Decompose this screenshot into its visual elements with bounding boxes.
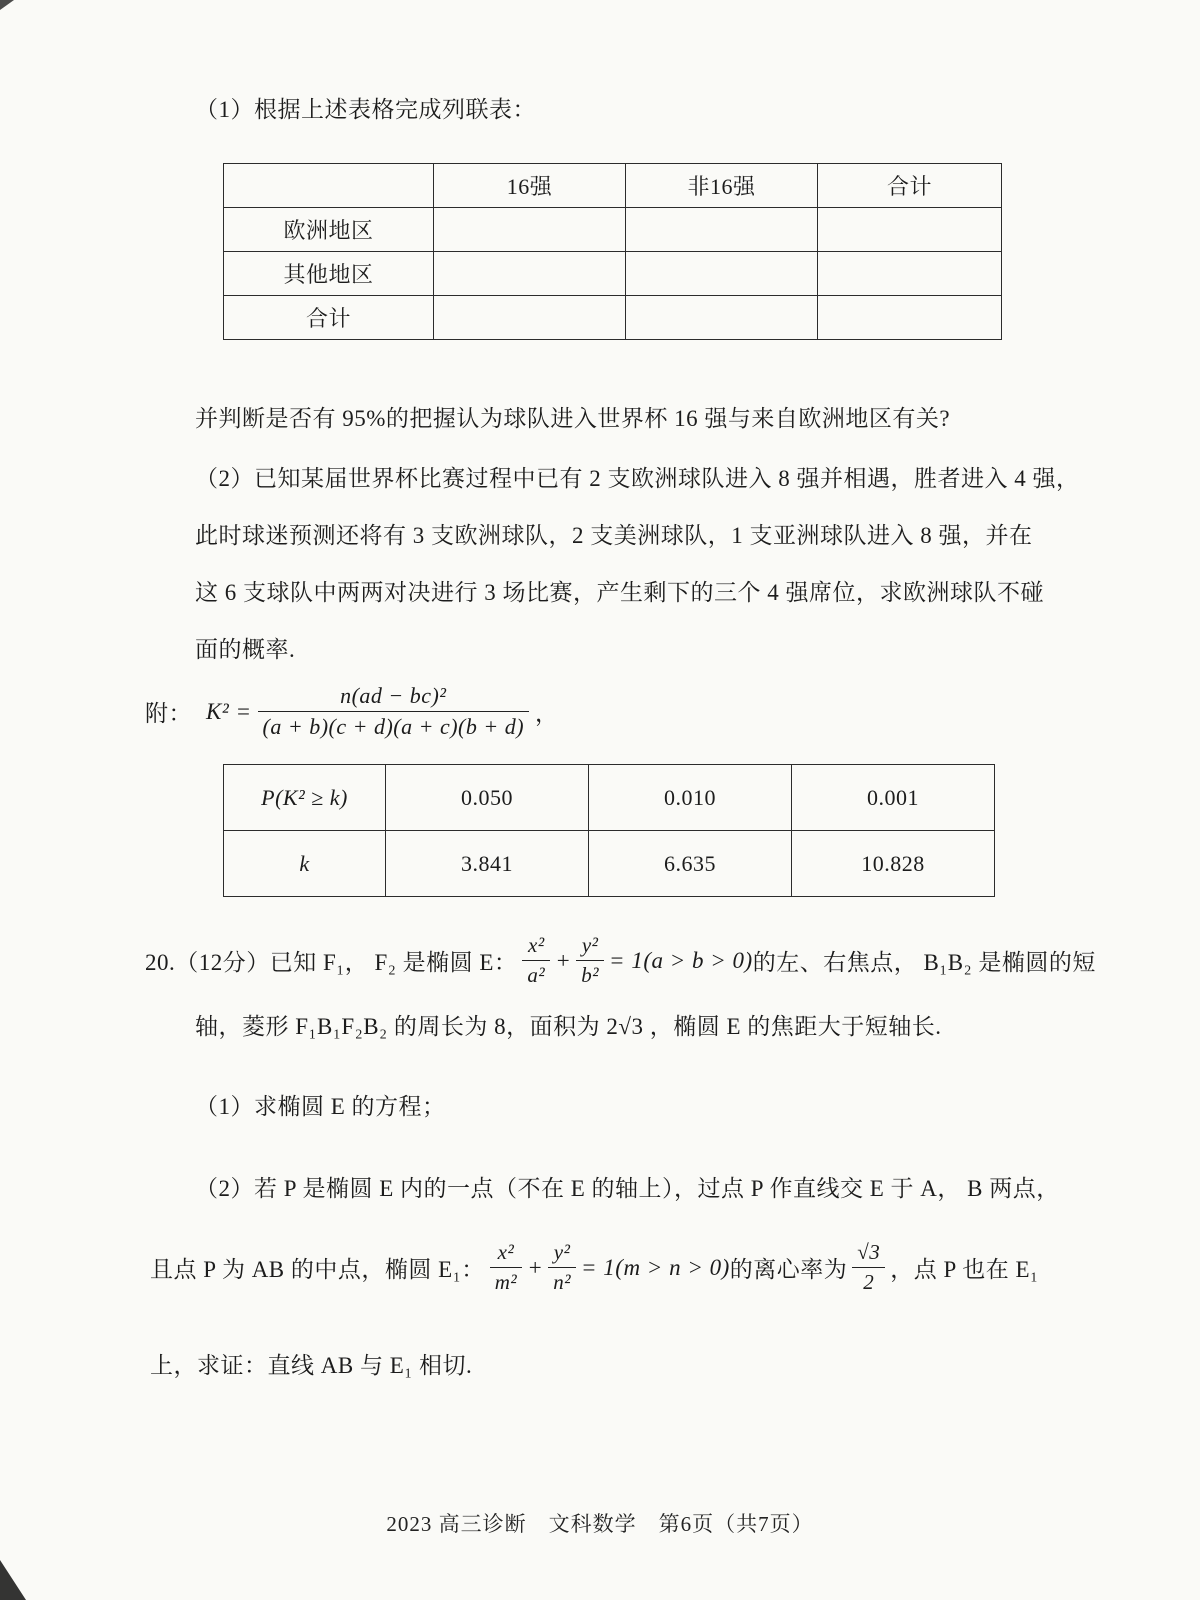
table-cell-empty (626, 208, 818, 252)
table-cell-empty (434, 296, 626, 340)
fraction-numerator: y² (548, 1240, 576, 1268)
fraction-denominator: (a + b)(c + d)(a + c)(b + d) (262, 714, 525, 739)
fraction-denominator: a² (527, 963, 546, 987)
equation-operator: + (527, 1254, 544, 1280)
q20-stem-text: 的左、右焦点， B₁B₂ 是椭圆的短 (752, 950, 1096, 975)
table-cell-empty (434, 252, 626, 296)
q20-subquestion-2-line1: （2）若 P 是椭圆 E 内的一点（不在 E 的轴上），过点 P 作直线交 E 于 A， B 两点， (195, 1176, 1060, 1201)
critical-value-table (223, 764, 995, 897)
ellipse-equation-fraction (522, 933, 550, 988)
ellipse-equation-fraction (548, 1240, 576, 1295)
q20-subquestion-2-line2 (150, 1240, 1120, 1295)
k-table-value: 6.635 (589, 831, 792, 897)
equation-operator: + (555, 947, 572, 973)
q19-part2-line: 面的概率. (195, 637, 296, 662)
q20-subquestion-2-line3: 上，求证：直线 AB 与 E₁ 相切. (150, 1353, 473, 1378)
column-header: 非16强 (626, 164, 818, 208)
fraction-numerator: n(ad − bc)² (258, 683, 530, 712)
contingency-table (223, 163, 1002, 340)
q19-part2-line: （2）已知某届世界杯比赛过程中已有 2 支欧洲球队进入 8 强并相遇，胜者进入 4 强， (195, 466, 1080, 491)
table-row (224, 765, 995, 831)
table-cell-empty (626, 296, 818, 340)
fraction-numerator: √3 (852, 1240, 885, 1268)
k-table-label: k (224, 831, 386, 897)
q19-part2-line: 此时球迷预测还将有 3 支欧洲球队，2 支美洲球队，1 支亚洲球队进入 8 强，并在 (195, 523, 1033, 548)
q20-stem-text: 的离心率为 (729, 1257, 848, 1282)
scan-artifact (0, 1560, 26, 1600)
fraction-numerator: x² (490, 1240, 522, 1268)
q19-judge-line: 并判断是否有 95%的把握认为球队进入世界杯 16 强与来自欧洲地区有关? (195, 406, 951, 431)
k-table-value: 0.050 (386, 765, 589, 831)
equation-tail: = 1(m > n > 0) (581, 1254, 730, 1280)
q20-stem-line2: 轴，菱形 F₁B₁F₂B₂ 的周长为 8，面积为 2√3 ，椭圆 E 的焦距大于短轴长. (195, 1014, 942, 1039)
fraction-numerator: y² (576, 933, 604, 961)
formula-lhs: K² = (206, 698, 252, 724)
ellipse-equation-fraction (576, 933, 604, 988)
k-table-label: P(K² ≥ k) (224, 765, 386, 831)
row-header: 合计 (224, 296, 434, 340)
table-cell-empty (626, 252, 818, 296)
formula-suffix: ， (535, 701, 559, 726)
table-corner-cell (224, 164, 434, 208)
fraction-numerator: x² (522, 933, 550, 961)
k-table-value: 10.828 (792, 831, 995, 897)
eccentricity-fraction (852, 1240, 885, 1295)
q20-stem-text: 且点 P 为 AB 的中点，椭圆 E₁： (150, 1257, 485, 1282)
table-cell-empty (818, 208, 1002, 252)
q19-part1-intro: （1）根据上述表格完成列联表： (195, 97, 536, 122)
table-cell-empty (434, 208, 626, 252)
fraction-denominator: m² (494, 1270, 518, 1294)
q20-stem-text: 20.（12分）已知 F₁， F₂ 是椭圆 E： (145, 950, 518, 975)
column-header: 16强 (434, 164, 626, 208)
formula-fraction (258, 683, 530, 740)
table-row (224, 208, 1002, 252)
k-table-value: 0.010 (589, 765, 792, 831)
table-row (224, 252, 1002, 296)
q20-stem-text: ，点 P 也在 E₁ (890, 1257, 1039, 1282)
q19-part2-line: 这 6 支球队中两两对决进行 3 场比赛，产生剩下的三个 4 强席位，求欧洲球队不碰 (195, 580, 1044, 605)
column-header: 合计 (818, 164, 1002, 208)
table-cell-empty (818, 252, 1002, 296)
fraction-denominator: n² (553, 1270, 572, 1294)
table-cell-empty (818, 296, 1002, 340)
q20-stem-line1 (145, 933, 1120, 988)
table-row (224, 296, 1002, 340)
page-footer: 2023 高三诊断 文科数学 第6页（共7页） (386, 1512, 814, 1536)
q20-subquestion-1: （1）求椭圆 E 的方程； (195, 1094, 446, 1119)
k-squared-formula (145, 683, 1120, 740)
k-table-value: 3.841 (386, 831, 589, 897)
equation-tail: = 1(a > b > 0) (609, 947, 753, 973)
fraction-denominator: b² (581, 963, 600, 987)
row-header: 其他地区 (224, 252, 434, 296)
table-row (224, 164, 1002, 208)
formula-prefix: 附： (145, 701, 192, 726)
row-header: 欧洲地区 (224, 208, 434, 252)
k-table-value: 0.001 (792, 765, 995, 831)
ellipse-equation-fraction (490, 1240, 522, 1295)
fraction-denominator: 2 (863, 1270, 875, 1294)
table-row (224, 831, 995, 897)
